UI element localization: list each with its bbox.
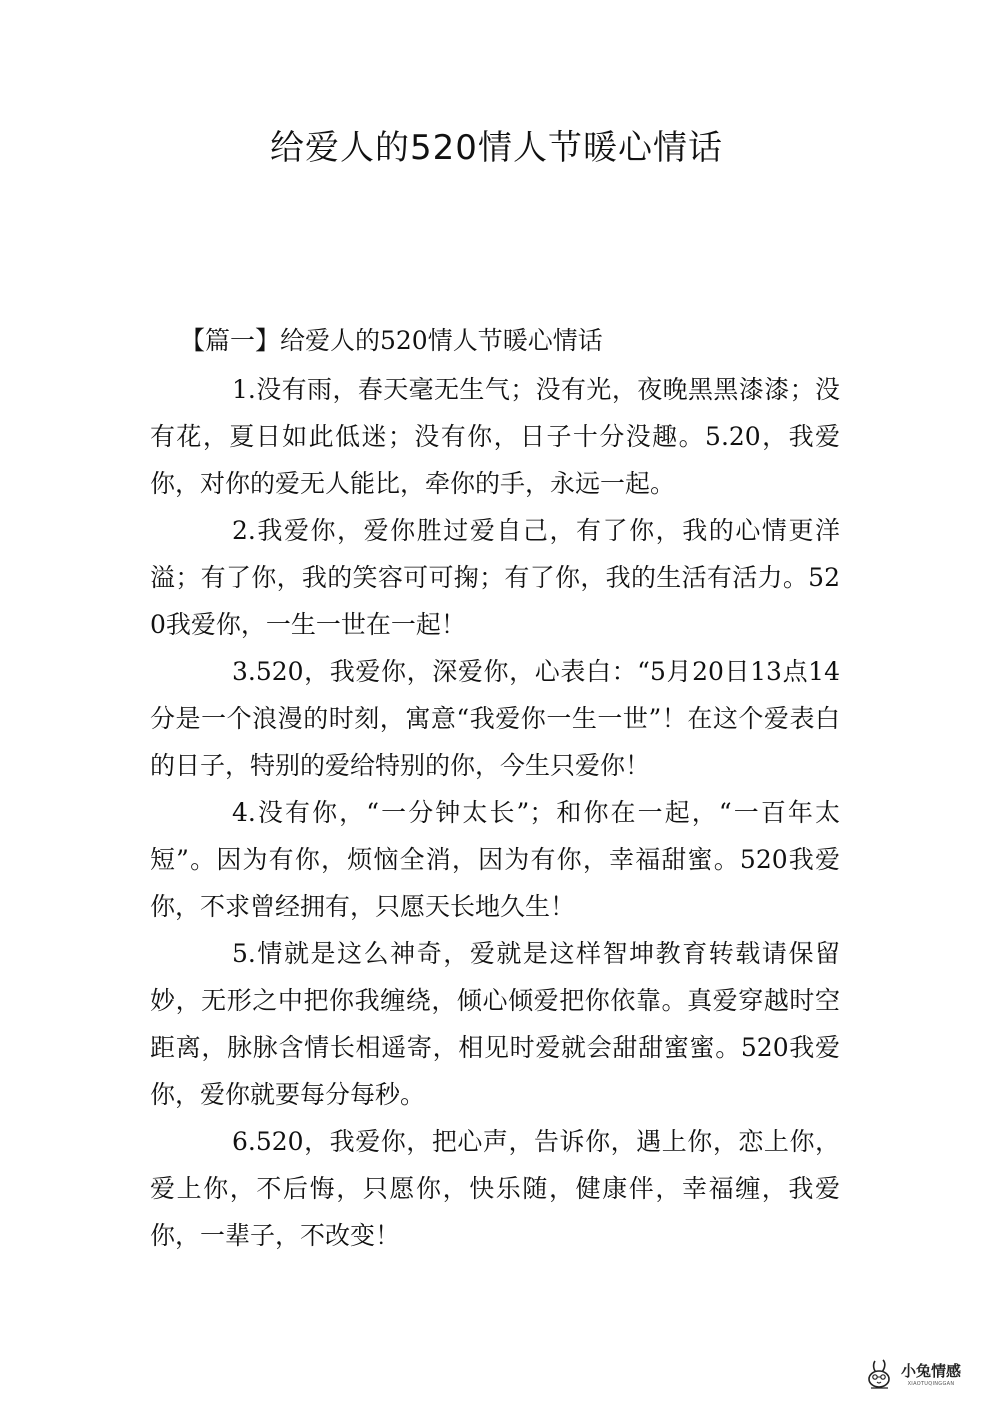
paragraph-1: 1.没有雨，春天毫无生气；没有光，夜晚黑黑漆漆；没有花，夏日如此低迷；没有你，日子十分没趣。5.20，我爱你，对你的爱无人能比，牵你的手，永远一起。: [150, 375, 840, 498]
watermark: [863, 1354, 981, 1396]
paragraph-2: 2.我爱你，爱你胜过爱自己，有了你，我的心情更洋溢；有了你，我的笑容可可掬；有了你，我的生活有活力。520我爱你，一生一世在一起！: [150, 516, 840, 639]
watermark-subtitle: XIAOTUQINGGAN: [907, 1381, 955, 1387]
paragraph-4: 4.没有你，“一分钟太长”；和你在一起，“一百年太短”。因为有你，烦恼全消，因为有你，幸福甜蜜。520我爱你，不求曾经拥有，只愿天长地久生！: [150, 798, 840, 921]
watermark-name: 小兔情感: [901, 1362, 962, 1380]
paragraph-3: 3.520，我爱你，深爱你，心表白：“5月20日13点14分是一个浪漫的时刻，寓意“我爱你一生一世”！在这个爱表白的日子，特别的爱给特别的你，今生只爱你！: [150, 657, 840, 780]
section-heading: 【篇一】给爱人的520情人节暖心情话: [180, 326, 603, 355]
rabbit-logo-icon: [863, 1358, 897, 1392]
paragraph-5: 5.情就是这么神奇，爱就是这样智坤教育转载请保留妙，无形之中把你我缠绕，倾心倾爱把你依靠。真爱穿越时空距离，脉脉含情长相遥寄，相见时爱就会甜甜蜜蜜。520我爱你，爱你就要每分每秒。: [150, 939, 840, 1109]
paragraph-6: 6.520，我爱你，把心声，告诉你，遇上你，恋上你，爱上你，不后悔，只愿你，快乐随，健康伴，幸福缠，我爱你，一辈子，不改变！: [150, 1127, 840, 1250]
watermark-text: [901, 1362, 961, 1388]
document-body: [150, 366, 840, 1259]
document-title: 给爱人的520情人节暖心情话: [270, 128, 723, 168]
